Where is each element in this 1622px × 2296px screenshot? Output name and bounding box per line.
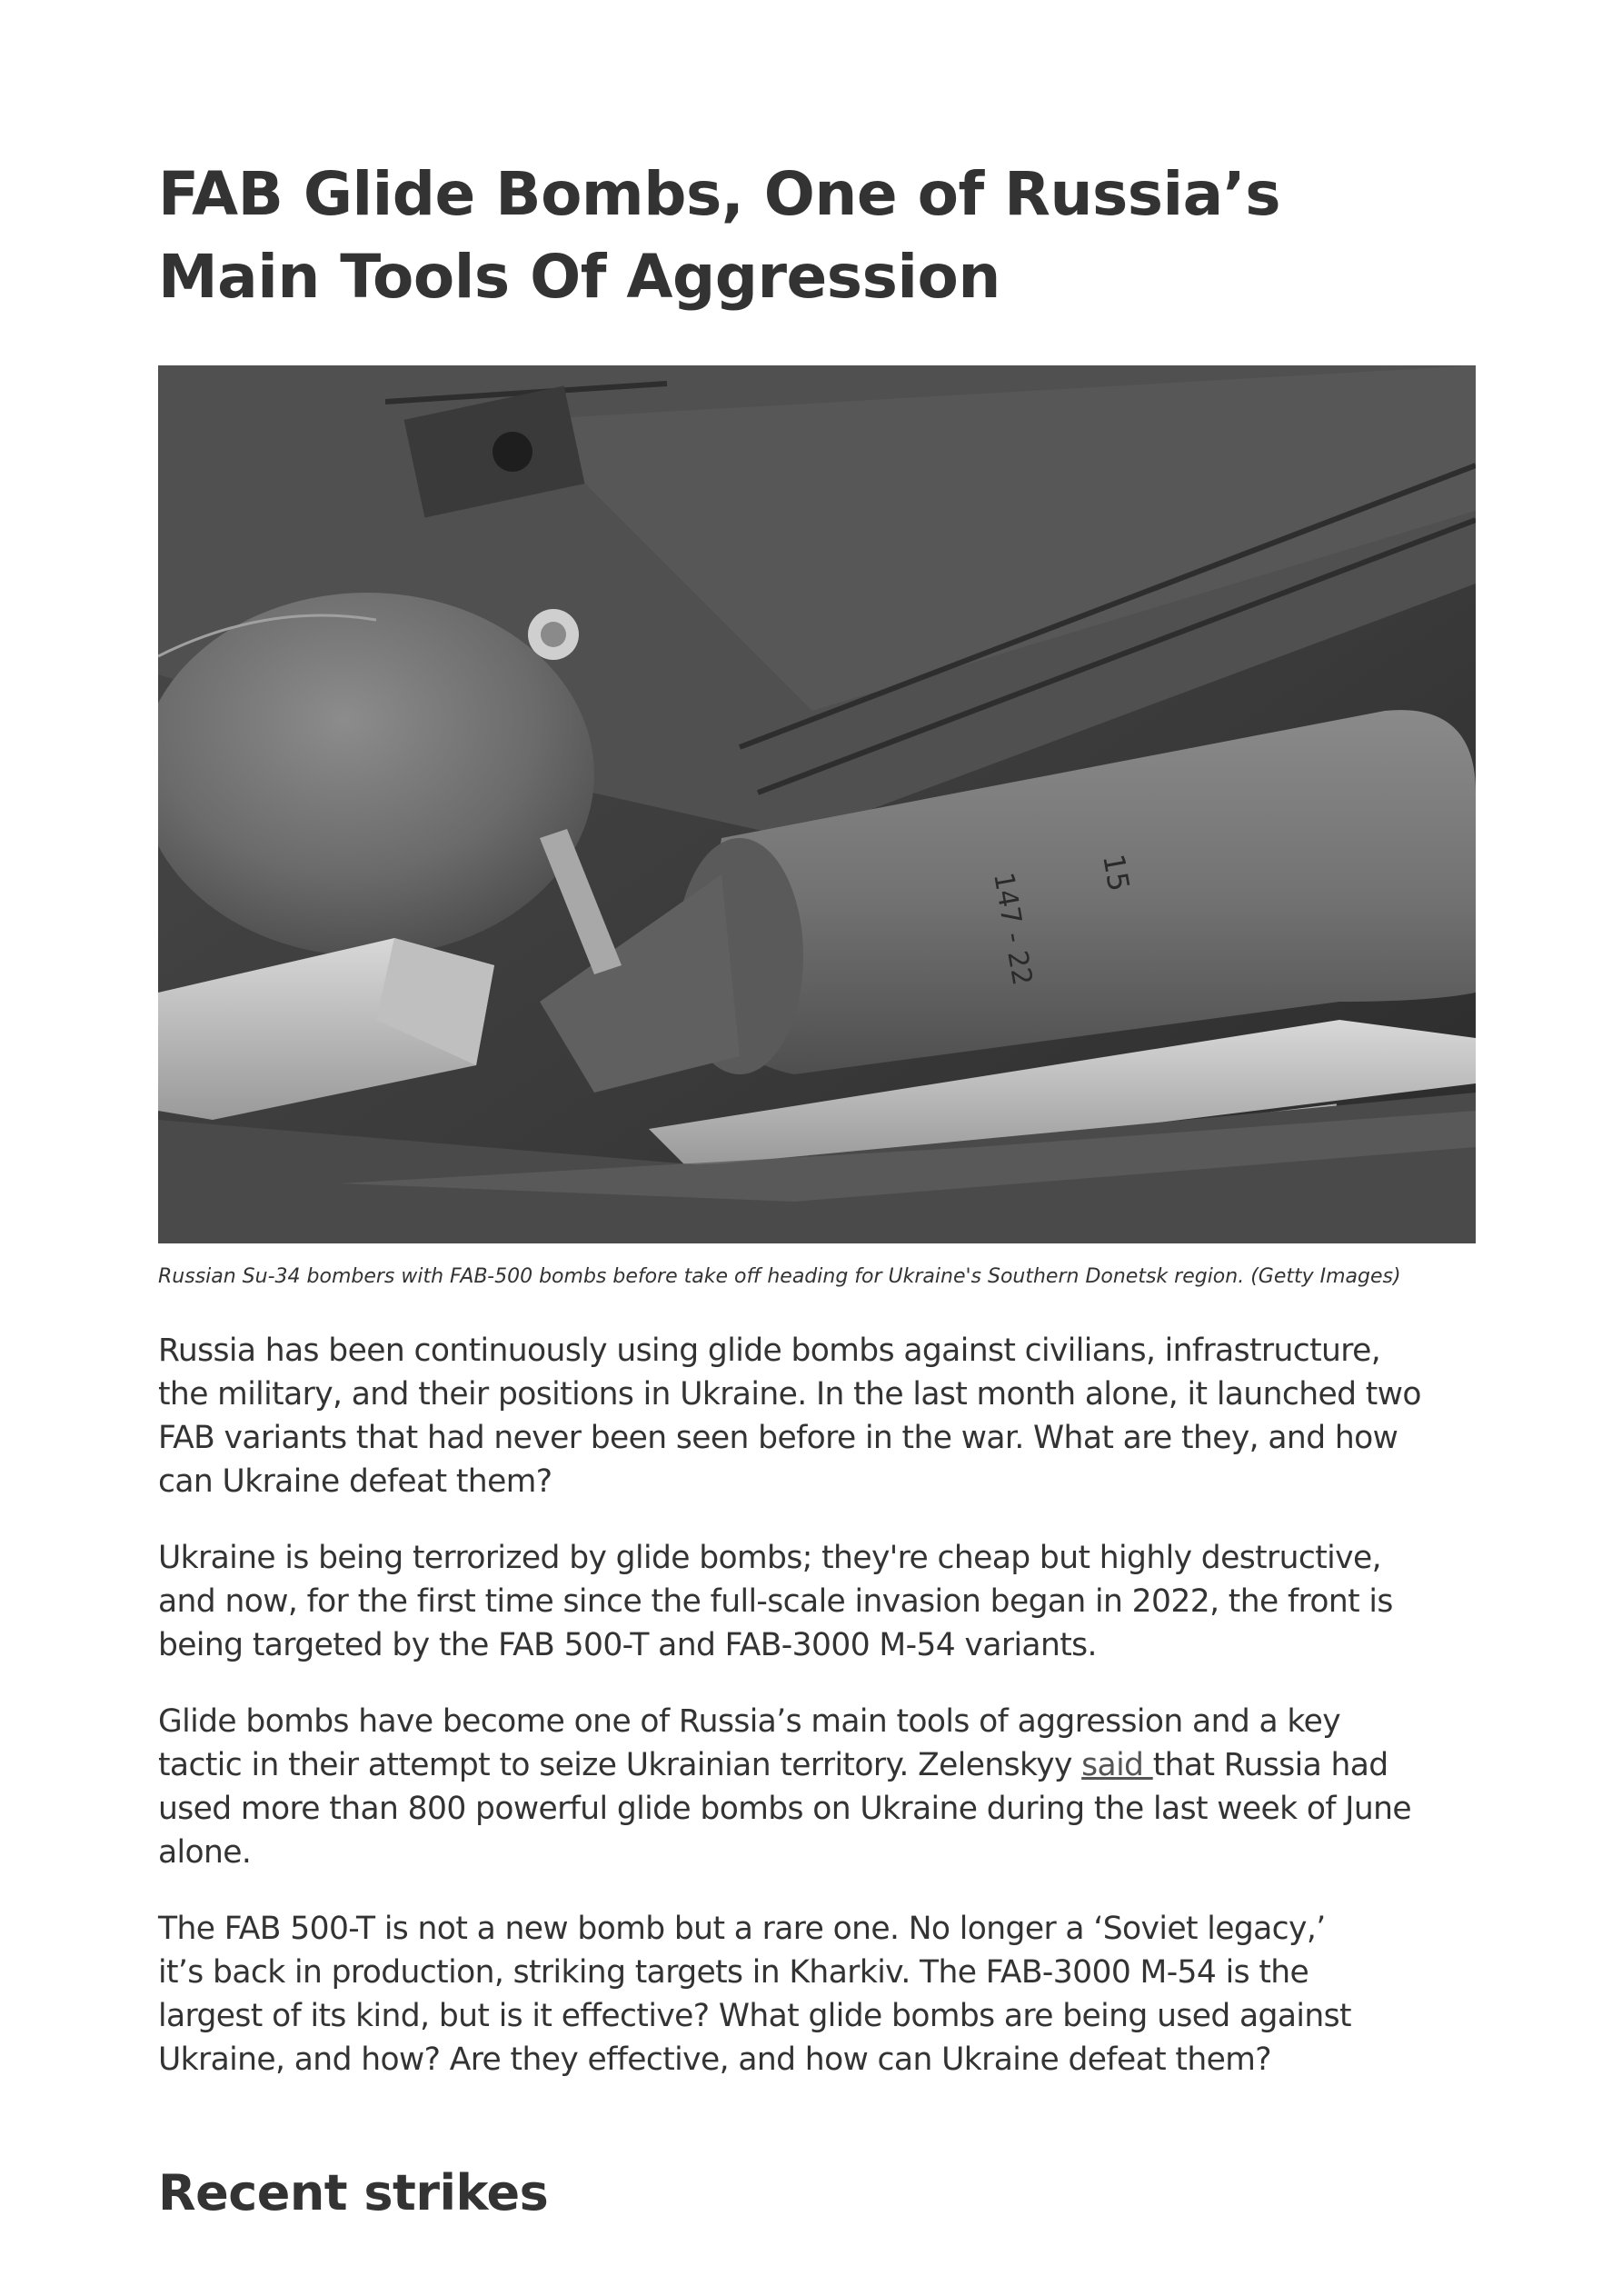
- image-caption: Russian Su-34 bombers with FAB-500 bombs before take off heading for Ukraine's Southern Donetsk region. (Getty Images): [158, 1265, 1401, 1288]
- paragraph-line: The FAB 500-T is not a new bomb but a rare one. No longer a ‘Soviet legacy,’: [158, 1911, 1326, 1947]
- paragraph-line: used more than 800 powerful glide bombs on Ukraine during the last week of June: [158, 1791, 1412, 1827]
- paragraph-line: Russia has been continuously using glide bombs against civilians, infrastructure,: [158, 1333, 1381, 1369]
- article-title-line: Main Tools Of Aggression: [158, 242, 1000, 312]
- article-title-line: FAB Glide Bombs, One of Russia’s: [158, 159, 1281, 229]
- paragraph-line: the military, and their positions in Ukraine. In the last month alone, it launched two: [158, 1376, 1421, 1413]
- paragraph-line: FAB variants that had never been seen before in the war. What are they, and how: [158, 1420, 1398, 1456]
- paragraph-line: largest of its kind, but is it effective? What glide bombs are being used against: [158, 1998, 1351, 2034]
- bomb-marking: 15: [1096, 851, 1137, 894]
- article-title: [158, 153, 1476, 318]
- paragraph-line: alone.: [158, 1834, 252, 1871]
- paragraph-line: Ukraine is being terrorized by glide bombs; they're cheap but highly destructive,: [158, 1540, 1381, 1576]
- paragraph-line: Ukraine, and how? Are they effective, and how can Ukraine defeat them?: [158, 2041, 1271, 2078]
- paragraph-text: that Russia had: [1152, 1747, 1388, 1783]
- paragraph: [158, 1907, 1476, 2081]
- paragraph-line: being targeted by the FAB 500-T and FAB-3000 M-54 variants.: [158, 1627, 1097, 1663]
- paragraph: [158, 1329, 1476, 1503]
- paragraph-line: it’s back in production, striking targets in Kharkiv. The FAB-3000 M-54 is the: [158, 1954, 1309, 1991]
- paragraph: [158, 1700, 1476, 1874]
- said-link[interactable]: said: [1081, 1747, 1153, 1783]
- paragraph-line: Glide bombs have become one of Russia’s main tools of aggression and a key: [158, 1703, 1341, 1740]
- paragraph-line: [158, 1743, 1476, 1787]
- bomb-marking: 147 - 22: [987, 870, 1039, 988]
- article-photo: [158, 365, 1476, 1243]
- section-heading: Recent strikes: [158, 2164, 549, 2221]
- paragraph-text: tactic in their attempt to seize Ukrainian territory. Zelenskyy: [158, 1747, 1082, 1783]
- article-figure: [158, 365, 1476, 1243]
- paragraph-line: and now, for the first time since the full-scale invasion began in 2022, the front is: [158, 1583, 1393, 1620]
- paragraph: [158, 1536, 1476, 1667]
- paragraph-line: can Ukraine defeat them?: [158, 1463, 552, 1500]
